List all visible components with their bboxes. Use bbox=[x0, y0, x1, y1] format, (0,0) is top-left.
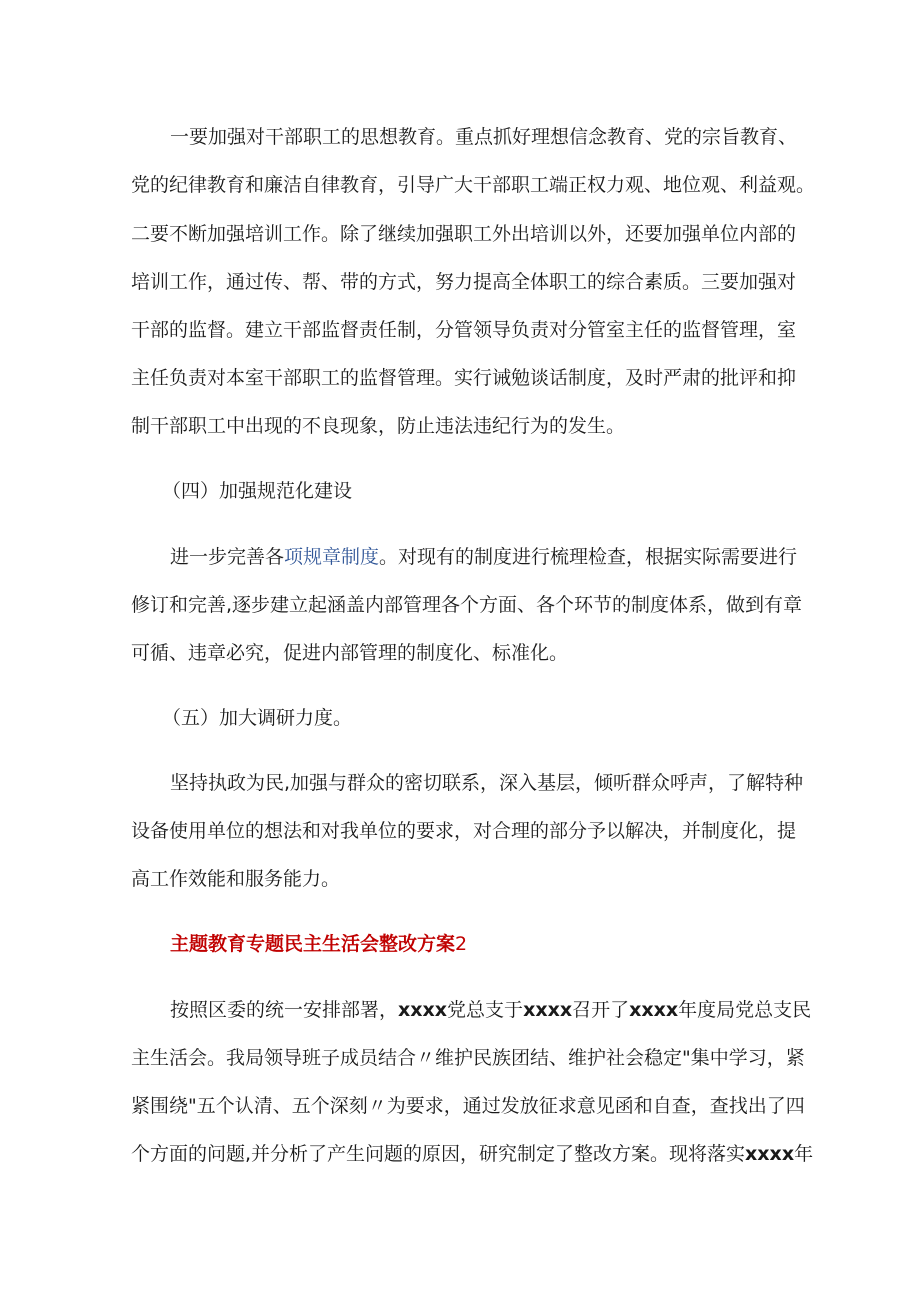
paragraph-1-line-5: 干部的监督。建立干部监督责任制，分管领导负责对分管室主任的监督管理，室 bbox=[131, 319, 797, 341]
paragraph-1-line-4: 培训工作，通过传、帮、带的方式，努力提高全体职工的综合素质。三要加强对 bbox=[131, 271, 797, 293]
paragraph-2-line-3: 可循、违章必究，促进内部管理的制度化、标准化。 bbox=[131, 642, 569, 664]
paragraph-2-line-1 bbox=[170, 545, 797, 569]
p4-text-a: 按照区委的统一安排部署， bbox=[170, 999, 399, 1021]
p4-placeholder-2: xxxx bbox=[523, 999, 573, 1021]
subheading-4: （四）加强规范化建设 bbox=[162, 480, 353, 502]
section-title bbox=[170, 932, 467, 956]
section-title-number: 2 bbox=[455, 933, 468, 955]
p4-text-l4c: 年 bbox=[794, 1143, 814, 1165]
paragraph-4-line-3: 紧围绕"五个认清、五个深刻〃为要求，通过发放征求意见函和自查，查找出了四 bbox=[131, 1095, 805, 1117]
paragraph-1-line-7: 制干部职工中出现的不良现象，防止违法违纪行为的发生。 bbox=[131, 415, 626, 437]
p4-text-c: 党总支于 bbox=[447, 999, 524, 1021]
paragraph-1-line-2: 党的纪律教育和廉洁自律教育，引导广大干部职工端正权力观、地位观、利益观。 bbox=[131, 174, 816, 196]
p4-text-g: 年度局党总支民 bbox=[678, 999, 812, 1021]
paragraph-2-line-2: 修订和完善,逐步建立起涵盖内部管理各个方面、各个环节的制度体系，做到有章 bbox=[131, 594, 803, 616]
paragraph-1-line-3: 二要不断加强培训工作。除了继续加强职工外出培训以外，还要加强单位内部的 bbox=[131, 223, 797, 245]
subheading-5: （五）加大调研力度。 bbox=[162, 707, 353, 729]
paragraph-4-line-1 bbox=[170, 998, 811, 1022]
paragraph-1-line-1: 一要加强对干部职工的思想教育。重点抓好理想信念教育、党的宗旨教育、 bbox=[170, 126, 798, 148]
p4-placeholder-1: xxxx bbox=[398, 999, 448, 1021]
rules-link[interactable]: 项规章制度 bbox=[284, 546, 380, 568]
paragraph-2-text-a: 进一步完善各 bbox=[170, 546, 285, 568]
p4-text-l4a: 个方面的问题,并分析了产生问题的原因，研究制定了整改方案。现将落实 bbox=[131, 1143, 746, 1165]
paragraph-4-line-2: 主生活会。我局领导班子成员结合〃维护民族团结、维护社会稳定"集中学习，紧 bbox=[131, 1047, 805, 1069]
paragraph-1-line-6: 主任负责对本室干部职工的监督管理。实行诫勉谈话制度，及时严肃的批评和抑 bbox=[131, 367, 797, 389]
paragraph-2-text-b: 。对现有的制度进行梳理检查，根据实际需要进行 bbox=[379, 546, 798, 568]
paragraph-3-line-2: 设备使用单位的想法和对我单位的要求，对合理的部分予以解决，并制度化，提 bbox=[131, 820, 797, 842]
paragraph-4-line-4 bbox=[131, 1142, 813, 1166]
p4-text-e: 召开了 bbox=[572, 999, 630, 1021]
paragraph-3-line-3: 高工作效能和服务能力。 bbox=[131, 868, 341, 890]
section-title-text: 主题教育专题民主生活会整改方案 bbox=[170, 933, 456, 955]
p4-placeholder-4: xxxx bbox=[745, 1143, 795, 1165]
paragraph-3-line-1: 坚持执政为民,加强与群众的密切联系，深入基层，倾听群众呼声，了解特种 bbox=[170, 772, 804, 794]
p4-placeholder-3: xxxx bbox=[629, 999, 679, 1021]
